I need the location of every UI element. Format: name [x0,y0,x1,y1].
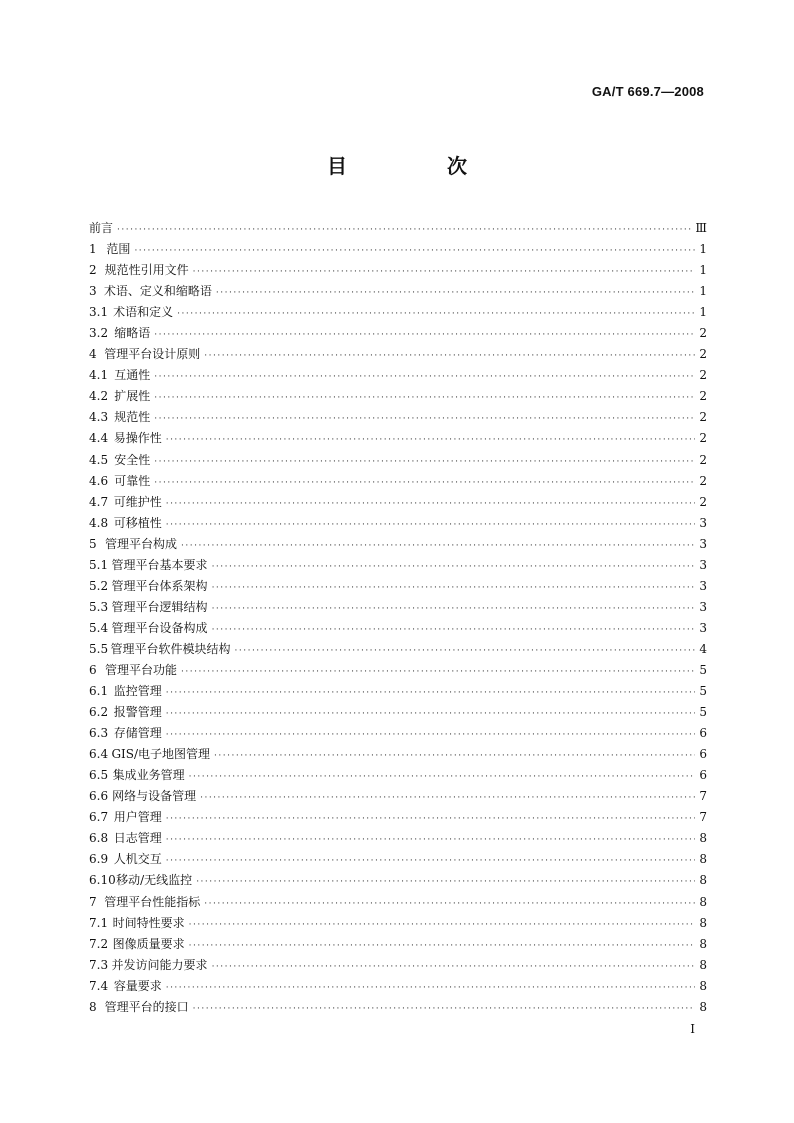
toc-dot-leader [166,725,695,746]
toc-entry-number: 7.4 [89,978,109,993]
toc-entry-page: 8 [699,978,707,993]
toc-entry-number: 6.3 [89,726,109,741]
toc-entry[interactable] [89,660,707,681]
toc-dot-leader [189,915,695,936]
toc-entry-page: 8 [699,831,707,846]
toc-entry-page: 5 [699,705,707,720]
toc-entry-page: 2 [699,326,707,341]
toc-entry-page: 1 [699,284,707,299]
toc-entry[interactable] [89,239,707,260]
toc-entry[interactable] [89,218,707,239]
toc-entry-number: 4.5 [89,452,109,467]
toc-entry-title: 范围 [106,242,131,257]
toc-entry[interactable] [89,934,707,955]
toc-dot-leader [154,452,695,473]
toc-entry-title: 集成业务管理 [112,768,185,783]
toc-entry-number: 8 [89,999,97,1014]
toc-entry-page: 8 [699,999,707,1014]
toc-entry-number: 4.4 [89,431,109,446]
toc-entry[interactable] [89,450,707,471]
toc-entry-page: 8 [699,852,707,867]
toc-entry[interactable] [89,997,707,1018]
toc-entry-number: 6.6 [89,789,109,804]
toc-dot-leader [212,957,695,978]
toc-entry[interactable] [89,281,707,302]
toc-dot-leader [166,978,695,999]
toc-dot-leader [166,515,695,536]
toc-dot-leader [154,473,695,494]
toc-dot-leader [181,536,695,557]
toc-entry[interactable] [89,955,707,976]
toc-dot-leader [235,641,696,662]
toc-entry-number: 7.2 [89,936,109,951]
toc-dot-leader [196,872,695,893]
toc-dot-leader [117,220,691,241]
toc-entry[interactable] [89,870,707,891]
toc-dot-leader [166,704,695,725]
toc-dot-leader [193,999,695,1020]
toc-entry-page: 2 [699,368,707,383]
toc-entry-number: 6.1 [89,684,109,699]
toc-entry-title: 用户管理 [113,810,162,825]
toc-entry-title: 缩略语 [114,326,151,341]
toc-entry-title: 网络与设备管理 [112,789,197,804]
toc-entry-title: 可维护性 [113,494,162,509]
toc-entry-page: 2 [699,452,707,467]
toc-entry-page: 6 [699,747,707,762]
toc-entry-page: 2 [699,494,707,509]
toc-entry-page: Ⅲ [695,221,707,235]
toc-entry[interactable] [89,386,707,407]
toc-dot-leader [166,851,695,872]
toc-dot-leader [166,494,695,515]
toc-dot-leader [154,388,695,409]
toc-entry[interactable] [89,534,707,555]
toc-entry-page: 2 [699,473,707,488]
toc-dot-leader [154,325,695,346]
toc-entry-number: 5.3 [89,599,109,614]
toc-entry-title: 管理平台设备构成 [111,620,208,635]
toc-entry-page: 3 [699,515,707,530]
toc-entry-title: 管理平台的接口 [104,999,189,1014]
toc-dot-leader [154,367,695,388]
table-of-contents [89,218,707,1018]
toc-entry-number: 7.1 [89,915,109,930]
toc-entry-title: 人机交互 [113,852,162,867]
toc-entry[interactable] [89,344,707,365]
toc-entry-number: 5.4 [89,620,109,635]
toc-entry-number: 4.6 [89,473,109,488]
toc-entry-title: 监控管理 [113,684,162,699]
toc-dot-leader [212,578,695,599]
toc-entry-number: 5.1 [89,557,109,572]
toc-entry-title: 管理平台性能指标 [104,894,201,909]
toc-dot-leader [166,830,695,851]
toc-entry-page: 1 [699,305,707,320]
toc-entry[interactable] [89,723,707,744]
toc-entry-title: 管理平台基本要求 [111,557,208,572]
toc-entry-title: 管理平台体系架构 [111,578,208,593]
toc-entry[interactable] [89,513,707,534]
toc-entry-page: 2 [699,347,707,362]
toc-entry-title: 互通性 [114,368,151,383]
toc-entry[interactable] [89,765,707,786]
toc-entry[interactable] [89,260,707,281]
toc-entry[interactable] [89,576,707,597]
toc-entry-title: 管理平台软件模块结构 [110,641,231,656]
toc-entry-number: 6.2 [89,705,109,720]
toc-dot-leader [154,409,695,430]
toc-entry-number: 6.7 [89,810,109,825]
toc-entry-title: 时间特性要求 [112,915,185,930]
toc-entry-page: 1 [699,263,707,278]
toc-entry-page: 1 [699,242,707,257]
toc-entry[interactable] [89,976,707,997]
toc-entry[interactable] [89,302,707,323]
toc-entry[interactable] [89,892,707,913]
toc-entry-title: 日志管理 [113,831,162,846]
page-number: I [690,1022,695,1036]
toc-entry-page: 4 [699,641,707,656]
toc-entry-page: 5 [699,684,707,699]
toc-entry[interactable] [89,471,707,492]
toc-entry-number: 6.4 [89,747,109,762]
toc-entry-page: 7 [699,810,707,825]
toc-entry-page: 3 [699,557,707,572]
toc-entry-number: 7.3 [89,957,109,972]
toc-entry-page: 6 [699,726,707,741]
toc-dot-leader [212,557,695,578]
toc-dot-leader [212,599,695,620]
toc-entry[interactable] [89,407,707,428]
toc-entry-number: 3.1 [89,305,109,320]
toc-entry-title: 术语、定义和缩略语 [103,284,212,299]
toc-entry-page: 2 [699,389,707,404]
toc-entry-page: 3 [699,620,707,635]
toc-entry-number: 4.7 [89,494,109,509]
toc-entry-title: 易操作性 [113,431,162,446]
toc-dot-leader [166,809,695,830]
toc-dot-leader [166,683,695,704]
toc-entry-page: 3 [699,599,707,614]
toc-entry-number: 2 [89,263,97,278]
toc-entry-number: 6.8 [89,831,109,846]
toc-entry-number: 4.2 [89,389,109,404]
toc-dot-leader [166,430,695,451]
toc-dot-leader [200,788,695,809]
toc-entry[interactable] [89,597,707,618]
toc-entry-page: 5 [699,662,707,677]
toc-entry-title: 规范性 [114,410,151,425]
toc-entry-number: 5 [89,536,97,551]
toc-entry-number: 1 [89,242,97,257]
toc-entry-page: 3 [699,578,707,593]
toc-entry-title: 管理平台设计原则 [104,347,201,362]
document-code: GA/T 669.7—2008 [591,84,704,99]
toc-entry[interactable] [89,681,707,702]
toc-entry-title: 图像质量要求 [112,936,185,951]
toc-entry-page: 3 [699,536,707,551]
toc-entry-number: 3.2 [89,326,109,341]
toc-entry-page: 2 [699,410,707,425]
toc-entry[interactable] [89,744,707,765]
toc-entry-number: 6.9 [89,852,109,867]
toc-entry-title: 规范性引用文件 [104,263,189,278]
toc-dot-leader [216,283,695,304]
toc-entry[interactable] [89,323,707,344]
toc-entry[interactable] [89,428,707,449]
toc-entry[interactable] [89,786,707,807]
toc-entry-title: 移动/无线监控 [116,873,193,888]
toc-entry-title: 可靠性 [114,473,151,488]
toc-entry[interactable] [89,913,707,934]
toc-entry-number: 4 [89,347,97,362]
toc-entry[interactable] [89,807,707,828]
toc-entry[interactable] [89,702,707,723]
toc-dot-leader [204,346,695,367]
toc-entry-number: 6 [89,662,97,677]
toc-entry-title: 扩展性 [114,389,151,404]
toc-entry-page: 6 [699,768,707,783]
toc-dot-leader [189,767,695,788]
toc-entry-title: 管理平台功能 [104,662,177,677]
toc-entry[interactable] [89,365,707,386]
toc-entry-number: 4.1 [89,368,109,383]
toc-entry-title: 管理平台构成 [104,536,177,551]
toc-entry-number: 7 [89,894,97,909]
toc-entry[interactable] [89,618,707,639]
toc-entry[interactable] [89,555,707,576]
toc-entry[interactable] [89,639,707,660]
toc-entry-number: 4.8 [89,515,109,530]
toc-entry-title: 前言 [89,221,114,235]
toc-entry-title: GIS/电子地图管理 [111,747,211,762]
toc-dot-leader [204,894,695,915]
toc-title: 目 次 [327,154,507,178]
toc-dot-leader [134,241,695,262]
toc-entry-page: 8 [699,915,707,930]
toc-dot-leader [214,746,695,767]
toc-entry-title: 可移植性 [113,515,162,530]
toc-entry-page: 7 [699,789,707,804]
toc-dot-leader [193,262,695,283]
toc-entry-title: 存储管理 [113,726,162,741]
toc-entry[interactable] [89,849,707,870]
toc-dot-leader [177,304,695,325]
toc-entry-title: 管理平台逻辑结构 [111,599,208,614]
toc-entry-title: 报警管理 [113,705,162,720]
toc-entry-number: 3 [89,284,97,299]
toc-dot-leader [212,620,695,641]
toc-entry-page: 2 [699,431,707,446]
toc-entry[interactable] [89,828,707,849]
toc-entry[interactable] [89,492,707,513]
toc-dot-leader [189,936,695,957]
toc-entry-title: 容量要求 [113,978,162,993]
toc-entry-number: 5.5 [89,641,109,656]
toc-entry-title: 安全性 [114,452,151,467]
toc-entry-title: 并发访问能力要求 [111,957,208,972]
toc-entry-page: 8 [699,936,707,951]
toc-entry-page: 8 [699,873,707,888]
toc-dot-leader [181,662,695,683]
toc-entry-number: 6.5 [89,768,109,783]
toc-entry-page: 8 [699,957,707,972]
toc-entry-number: 5.2 [89,578,109,593]
toc-entry-number: 6.10 [89,873,116,888]
toc-entry-number: 4.3 [89,410,109,425]
toc-entry-page: 8 [699,894,707,909]
toc-entry-title: 术语和定义 [113,305,174,320]
